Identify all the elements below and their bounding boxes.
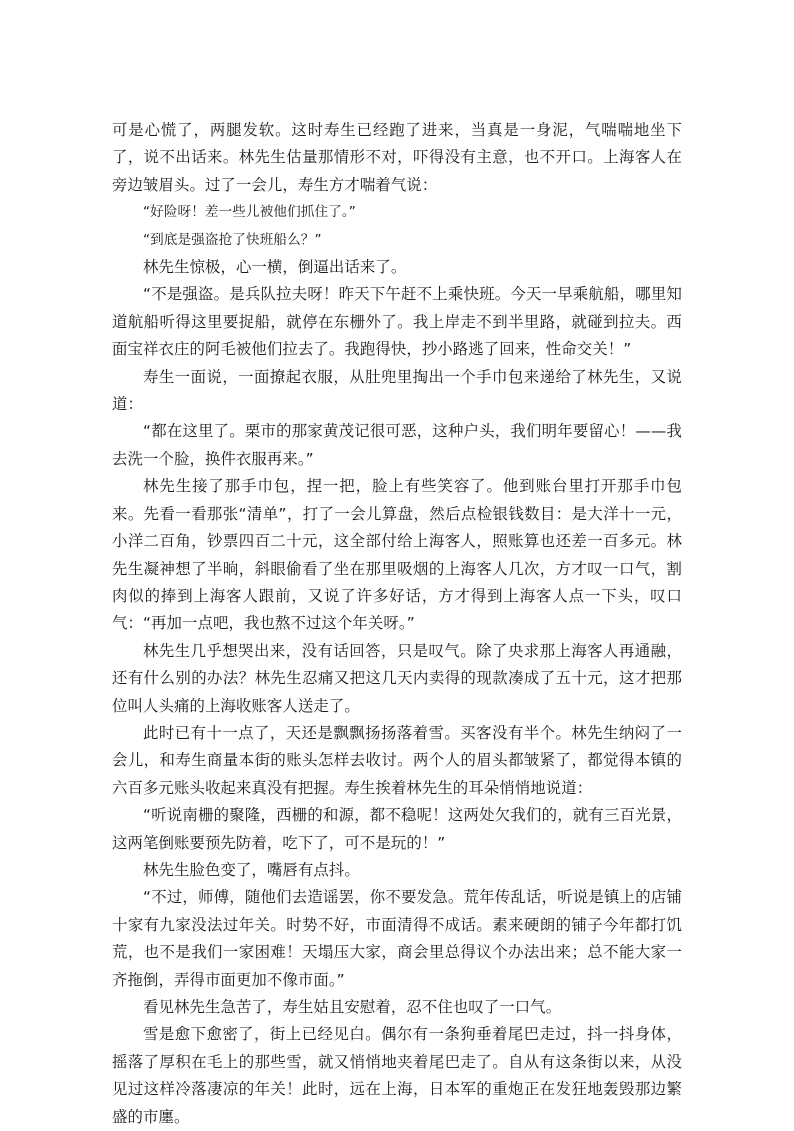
paragraph-1: 可是心慌了，两腿发软。这时寿生已经跑了进来，当真是一身泥，气喘喘地坐下了，说不出话来。林先生估量那情形不对，吓得没有主意，也不开口。上海客人在旁边皱眉头。过了一会儿，寿生方才喘着气说： <box>112 121 682 194</box>
paragraph-12: 林先生脸色变了，嘴唇有点抖。 <box>143 860 360 879</box>
paragraph-13: “不过，师傅，随他们去造谣罢，你不要发急。荒年传乱话，听说是镇上的店铺十家有九家没法过年关。时势不好，市面清得不成话。素来硬朗的铺子今年都打饥荒，也不是我们一家困难！天塌压大家，商会里总得议个办法出来；总不能大家一齐拖倒，弄得市面更加不像市面。” <box>112 888 682 989</box>
document-page <box>112 117 682 1131</box>
paragraph-5: “不是强盗。是兵队拉夫呀！昨天下午赶不上乘快班。今天一早乘航船，哪里知道航船听得这里要捉船，就停在东栅外了。我上岸走不到半里路，就碰到拉夫。西面宝祥衣庄的阿毛被他们拉去了。我跑得快，抄小路逃了回来，性命交关！” <box>112 285 682 359</box>
paragraph-15: 雪是愈下愈密了，街上已经见白。偶尔有一条狗垂着尾巴走过，抖一抖身体，摇落了厚积在毛上的那些雪，就又悄悄地夹着尾巴走了。自从有这条街以来，从没见过这样冷落凄凉的年关！此时，远在上海，日本军的重炮正在发狂地轰毁那边繁盛的市廛。 <box>112 1025 682 1126</box>
paragraph-7: “都在这里了。栗市的那家黄茂记很可恶，这种户头，我们明年要留心！——我去洗一个脸，换件衣服再来。” <box>112 422 682 468</box>
paragraph-2: “好险呀！差一些儿被他们抓住了。” <box>143 204 356 221</box>
paragraph-8: 林先生接了那手巾包，捏一把，脸上有些笑容了。他到账台里打开那手巾包来。先看一看那张“清单”，打了一会儿算盘，然后点检银钱数目：是大洋十一元，小洋二百角，钞票四百二十元，这全部付给上海客人，照账算也还差一百多元。林先生凝神想了半晌，斜眼偷看了坐在那里吸烟的上海客人几次，方才叹一口气，割肉似的捧到上海客人跟前，又说了许多好话，方才得到上海客人点一下头，叹口气：“再加一点吧，我也熬不过这个年关呀。” <box>112 477 682 633</box>
paragraph-11: “听说南栅的聚隆，西栅的和源，都不稳呢！这两处欠我们的，就有三百光景，这两笔倒账要预先防着，吃下了，可不是玩的！” <box>112 806 682 852</box>
paragraph-4: 林先生惊极，心一横，倒逼出话来了。 <box>143 258 407 277</box>
paragraph-14: 看见林先生急苦了，寿生姑且安慰着，忍不住也叹了一口气。 <box>143 998 562 1016</box>
paragraph-10: 此时已有十一点了，天还是飘飘扬扬落着雪。买客没有半个。林先生纳闷了一会儿，和寿生商量本街的账头怎样去收讨。两个人的眉头都皱紧了，都觉得本镇的六百多元账头收起来真没有把握。寿生挨着林先生的耳朵悄悄地说道： <box>112 723 682 797</box>
paragraph-9: 林先生几乎想哭出来，没有话回答，只是叹气。除了央求那上海客人再通融，还有什么别的办法？林先生忍痛又把这几天内卖得的现款凑成了五十元，这才把那位叫人头痛的上海收账客人送走了。 <box>112 641 682 715</box>
paragraph-3: “到底是强盗抢了快班船么？” <box>143 231 322 248</box>
paragraph-6: 寿生一面说，一面撩起衣服，从肚兜里掏出一个手巾包来递给了林先生，又说道： <box>112 367 682 414</box>
